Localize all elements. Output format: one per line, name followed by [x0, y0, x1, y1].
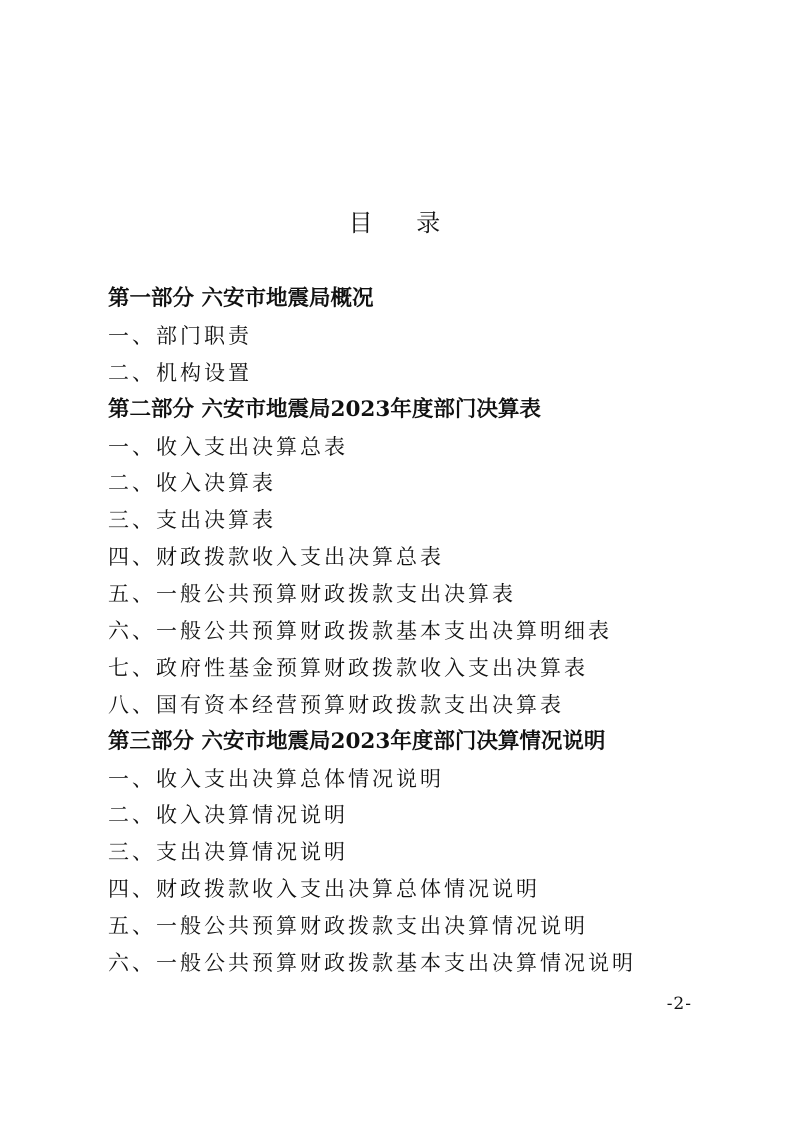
toc-entry: 二、机构设置 [108, 360, 252, 385]
toc-entry: 二、收入决算情况说明 [108, 803, 348, 828]
page-title: 目 录 [348, 209, 459, 237]
table-of-contents [108, 281, 748, 982]
page-number: -2- [666, 994, 692, 1014]
toc-part-heading: 第二部分 六安市地震局2023年度部门决算表 [108, 396, 541, 422]
toc-entry: 一、收入支出决算总体情况说明 [108, 766, 444, 791]
toc-entry: 五、一般公共预算财政拨款支出决算表 [108, 582, 516, 607]
toc-entry: 六、一般公共预算财政拨款基本支出决算情况说明 [108, 951, 636, 976]
toc-entry: 八、国有资本经营预算财政拨款支出决算表 [108, 692, 564, 717]
toc-entry: 三、支出决算情况说明 [108, 840, 348, 865]
toc-part-heading: 第三部分 六安市地震局2023年度部门决算情况说明 [108, 728, 606, 754]
toc-part-heading: 第一部分 六安市地震局概况 [108, 286, 374, 311]
toc-entry: 三、支出决算表 [108, 508, 276, 533]
toc-entry: 七、政府性基金预算财政拨款收入支出决算表 [108, 655, 588, 680]
toc-entry: 二、收入决算表 [108, 471, 276, 496]
toc-entry: 一、部门职责 [108, 323, 252, 348]
toc-entry: 四、财政拨款收入支出决算总表 [108, 545, 444, 570]
toc-entry: 六、一般公共预算财政拨款基本支出决算明细表 [108, 619, 612, 644]
toc-entry: 四、财政拨款收入支出决算总体情况说明 [108, 877, 540, 902]
toc-entry: 五、一般公共预算财政拨款支出决算情况说明 [108, 914, 588, 939]
toc-entry: 一、收入支出决算总表 [108, 434, 348, 459]
